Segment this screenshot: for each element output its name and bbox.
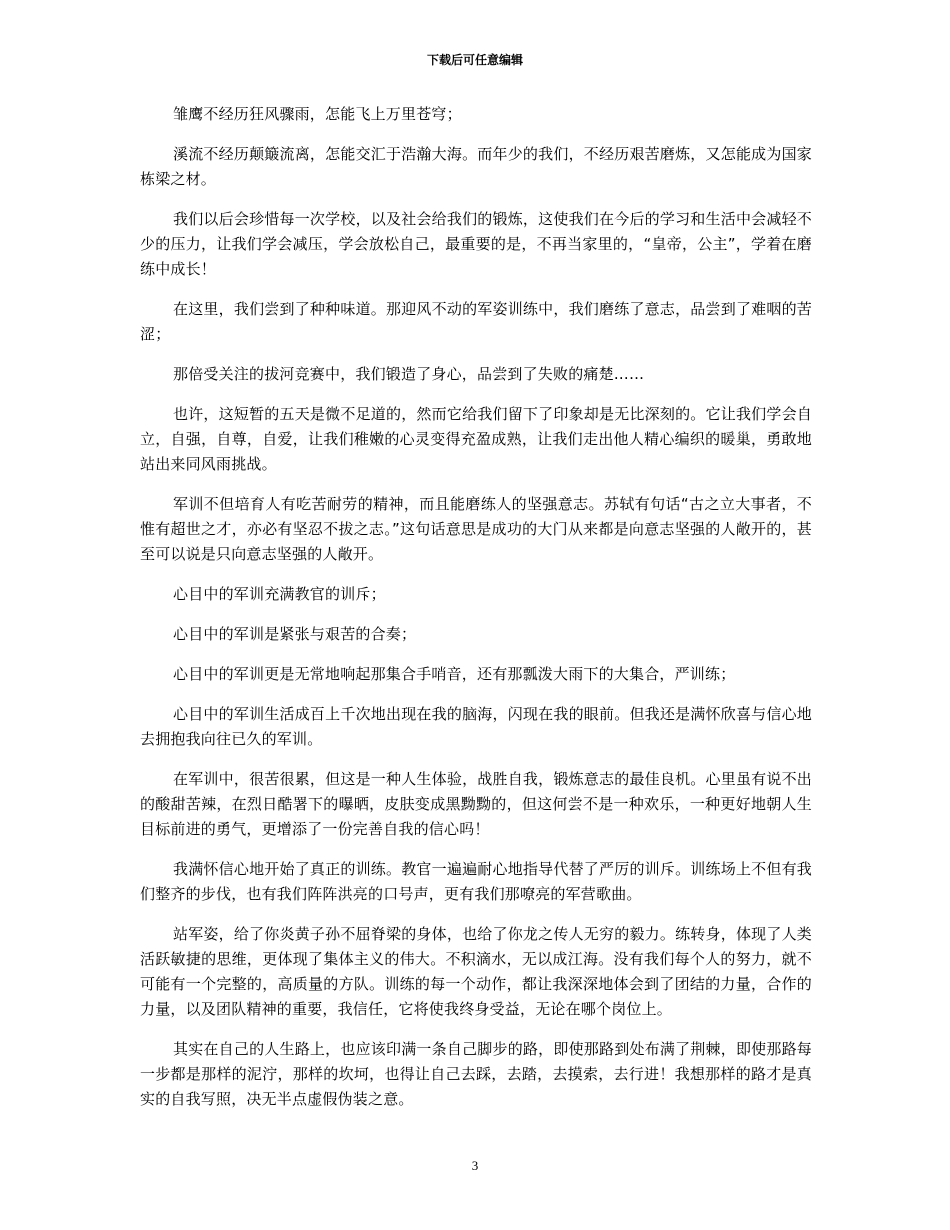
- paragraph: 我们以后会珍惜每一次学校，以及社会给我们的锻炼，这使我们在今后的学习和生活中会减轻不少的压力，让我们学会减压，学会放松自己，最重要的是，不再当家里的，“皇帝，公主”，学着在磨练中成长！: [140, 210, 812, 278]
- paragraph: 其实在自己的人生路上，也应该印满一条自己脚步的路，即使那路到处布满了荆棘，即使那路每一步都是那样的泥泞，那样的坎坷，也得让自己去踩，去踏，去摸索，去行进！我想那样的路才是真实的自我写照，决无半点虚假伪装之意。: [140, 1040, 812, 1108]
- paragraph: 心目中的军训生活成百上千次地出现在我的脑海，闪现在我的眼前。但我还是满怀欣喜与信心地去拥抱我向往已久的军训。: [140, 705, 812, 748]
- document-body: [140, 102, 812, 1127]
- paragraph: 我满怀信心地开始了真正的训练。教官一遍遍耐心地指导代替了严厉的训斥。训练场上不但有我们整齐的步伐，也有我们阵阵洪亮的口号声，更有我们那嘹亮的军营歌曲。: [140, 860, 812, 903]
- paragraph: 雏鹰不经历狂风骤雨，怎能飞上万里苍穹；: [173, 105, 462, 123]
- paragraph: 心目中的军训更是无常地响起那集合手哨音，还有那瓢泼大雨下的大集合，严训练；: [173, 665, 736, 683]
- paragraph: 心目中的军训是紧张与艰苦的合奏；: [173, 625, 417, 643]
- page-number: 3: [471, 1158, 479, 1173]
- paragraph: 在军训中，很苦很累，但这是一种人生体验，战胜自我，锻炼意志的最佳良机。心里虽有说不出的酸甜苦辣，在烈日酷署下的曝晒，皮肤变成黑黝黝的，但这何尝不是一种欢乐，一种更好地朝人生目标前进的勇气，更增添了一份完善自我的信心吗！: [140, 770, 812, 838]
- paragraph: 军训不但培育人有吃苦耐劳的精神，而且能磨练人的坚强意志。苏轼有句话“古之立大事者，不惟有超世之才，亦必有坚忍不拔之志。”这句话意思是成功的大门从来都是向意志坚强的人敞开的，甚至可以说是只向意志坚强的人敞开。: [140, 495, 812, 563]
- paragraph: 那倍受关注的拔河竞赛中，我们锻造了身心，品尝到了失败的痛楚……: [173, 365, 645, 383]
- page-header: 下载后可任意编辑: [426, 53, 523, 67]
- paragraph: 也许，这短暂的五天是微不足道的，然而它给我们留下了印象却是无比深刻的。它让我们学会自立，自强，自尊，自爱，让我们稚嫩的心灵变得充盈成熟，让我们走出他人精心编织的暖巢，勇敢地站出来同风雨挑战。: [140, 405, 812, 473]
- paragraph: 在这里，我们尝到了种种味道。那迎风不动的军姿训练中，我们磨练了意志，品尝到了难咽的苦涩；: [140, 300, 812, 343]
- paragraph: 溪流不经历颠簸流离，怎能交汇于浩瀚大海。而年少的我们，不经历艰苦磨炼，又怎能成为国家栋梁之材。: [140, 145, 812, 188]
- paragraph: 站军姿，给了你炎黄子孙不屈脊梁的身体，也给了你龙之传人无穷的毅力。练转身，体现了人类活跃敏捷的思维，更体现了集体主义的伟大。不积滴水，无以成江海。没有我们每个人的努力，就不可能有一个完整的，高质量的方队。训练的每一个动作，都让我深深地体会到了团结的力量，合作的力量，以及团队精神的重要，我信任，它将使我终身受益，无论在哪个岗位上。: [140, 925, 812, 1018]
- paragraph: 心目中的军训充满教官的训斥；: [173, 585, 386, 603]
